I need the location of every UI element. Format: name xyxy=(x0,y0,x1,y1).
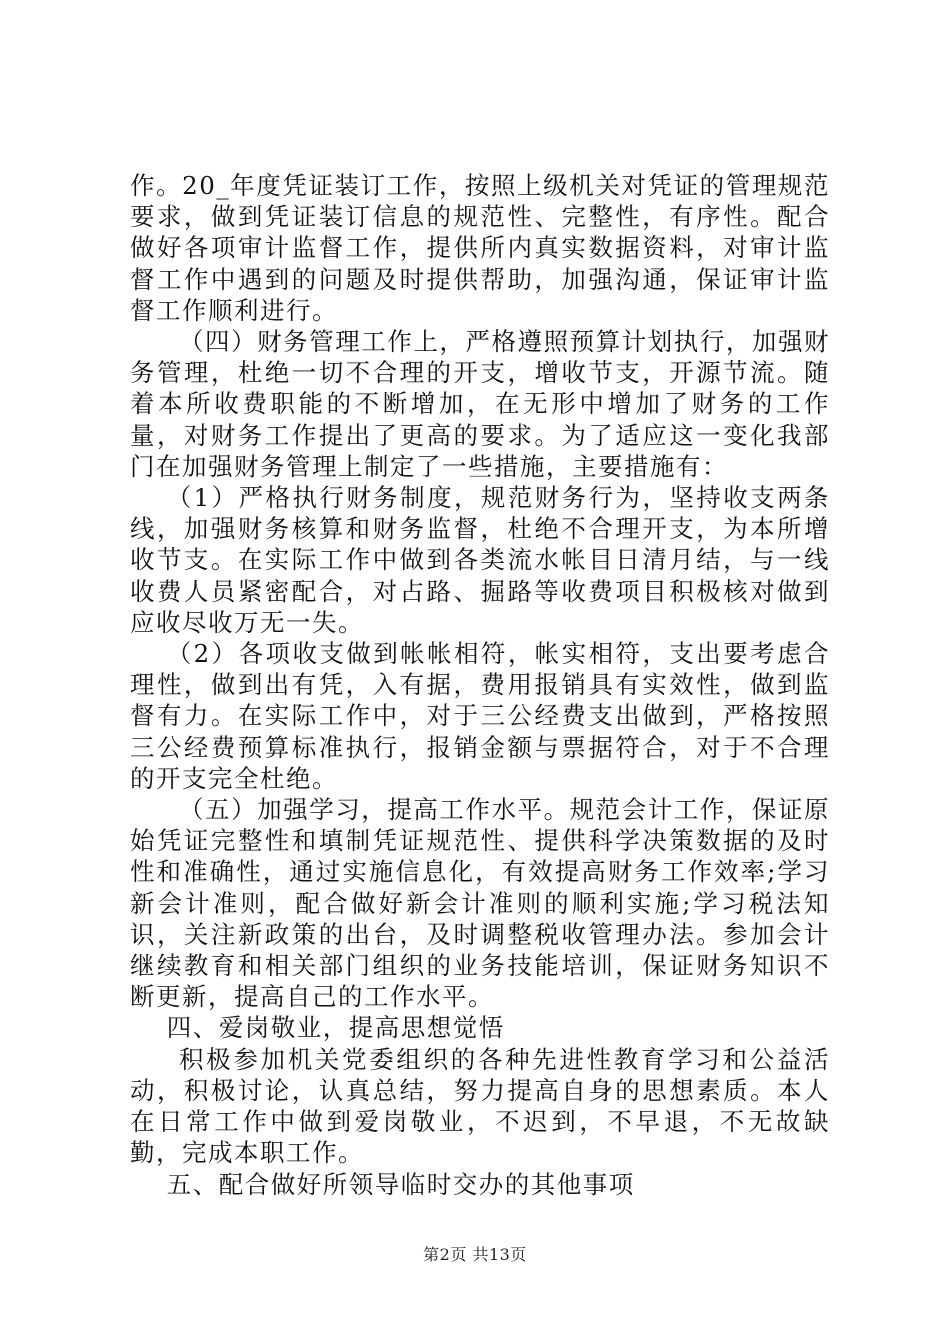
page-number-footer: 第2页 共13页 xyxy=(423,1245,527,1264)
paragraph-measure-1: （1）严格执行财务制度，规范财务行为，坚持收支两条线，加强财务核算和财务监督，杜绝不合理开支，为本所增收节支。在实际工作中做到各类流水帐目日清月结，与一线收费人员紧密配合，对占路、掘路等收费项目积极核对做到应收尽收万无一失。 xyxy=(130,483,830,637)
paragraph-dedication: 积极参加机关党委组织的各种先进性教育学习和公益活动，积极讨论，认真总结，努力提高自身的思想素质。本人在日常工作中做到爱岗敬业，不迟到，不早退，不无故缺勤，完成本职工作。 xyxy=(130,1044,830,1168)
paragraph-study: （五）加强学习，提高工作水平。规范会计工作，保证原始凭证完整性和填制凭证规范性、提供科学决策数据的及时性和准确性，通过实施信息化，有效提高财务工作效率;学习新会计准则，配合做好新会计准则的顺利实施;学习税法知识，关注新政策的出台，及时调整税收管理办法。参加会计继续教育和相关部门组织的业务技能培训，保证财务知识不断更新，提高自己的工作水平。 xyxy=(130,795,830,1012)
document-body xyxy=(130,170,830,1200)
paragraph-measure-2: （2）各项收支做到帐帐相符，帐实相符，支出要考虑合理性，做到出有凭，入有据，费用报销具有实效性，做到监督有力。在实际工作中，对于三公经费支出做到，严格按照三公经费预算标准执行，报销金额与票据符合，对于不合理的开支完全杜绝。 xyxy=(130,639,830,793)
section-heading-dedication: 四、爱岗敬业，提高思想觉悟 xyxy=(166,1013,505,1043)
paragraph-financial-management: （四）财务管理工作上，严格遵照预算计划执行，加强财务管理，杜绝一切不合理的开支，增收节支，开源节流。随着本所收费职能的不断增加，在无形中增加了财务的工作量，对财务工作提出了更高的要求。为了适应这一变化我部门在加强财务管理上制定了一些措施，主要措施有： xyxy=(130,327,830,481)
section-heading-other-tasks: 五、配合做好所领导临时交办的其他事项 xyxy=(166,1169,635,1199)
paragraph-voucher-binding: 作。20_年度凭证装订工作，按照上级机关对凭证的管理规范要求，做到凭证装订信息的规范性、完整性，有序性。配合做好各项审计监督工作，提供所内真实数据资料，对审计监督工作中遇到的问题及时提供帮助，加强沟通，保证审计监督工作顺利进行。 xyxy=(130,171,830,325)
